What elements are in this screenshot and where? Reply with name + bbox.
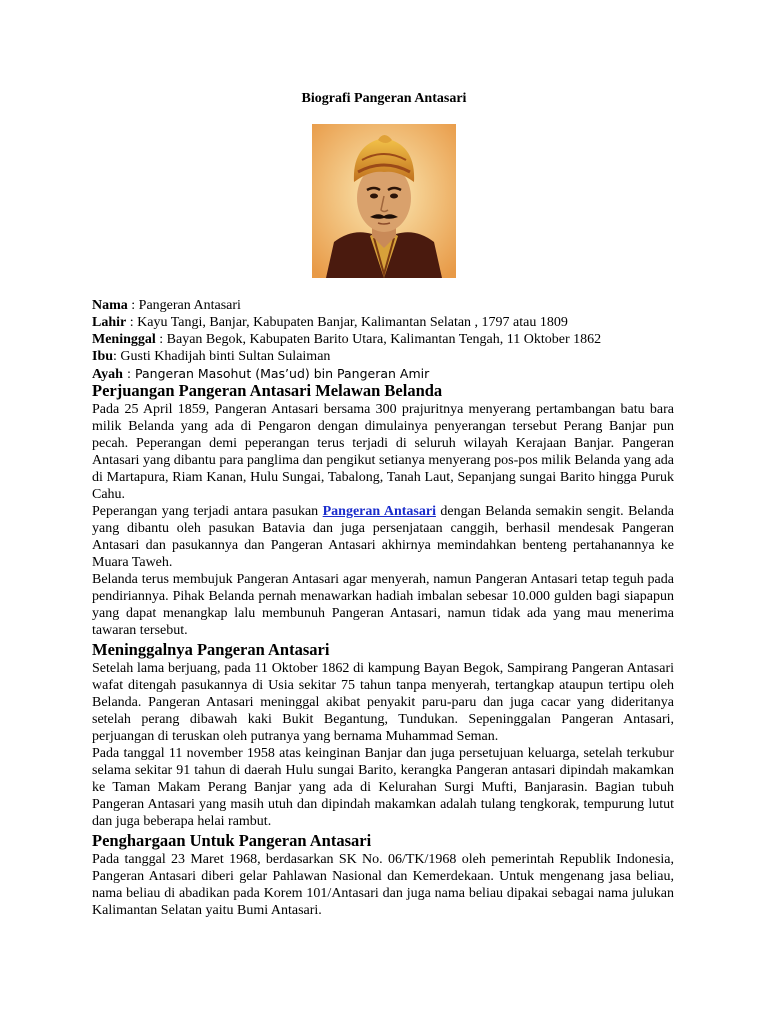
paragraph: Setelah lama berjuang, pada 11 Oktober 1862 di kampung Bayan Begok, Sampirang Pangeran Antasari wafat ditengah pasukannya di Usia sekitar 75 tahun tanpa menyerah, tertangkap ataupun tertipu oleh Belanda. Pangeran Antasari meninggal akibat penyakit paru-paru dan juga cacar yang dideritanya setelah perang dibawah kaki Bukit Begantung, Tundukan. Sepeninggalan Pangeran Antasari, perjuangan di teruskan oleh putranya yang bernama Muhammad Seman. — [92, 661, 674, 744]
document-title: Biografi Pangeran Antasari — [301, 91, 467, 106]
nama-label: Nama — [92, 298, 128, 313]
biodata-lahir — [92, 314, 677, 331]
ayah-label: Ayah — [92, 367, 123, 382]
section-heading-perjuangan: Perjuangan Pangeran Antasari Melawan Belanda — [92, 381, 443, 400]
meninggal-label: Meninggal — [92, 332, 156, 347]
paragraph: Pada tanggal 11 november 1958 atas keinginan Banjar dan juga persetujuan keluarga, setelah terkubur selama sekitar 91 tahun di daerah Hulu sungai Barito, kerangka Pangeran antasari dipindah makamkan ke Taman Makam Perang Banjar yang ada di Kelurahan Surgi Mufti, Banjarasin. Bagian tubuh Pangeran Antasari yang masih utuh dan dipindah makamkan adalah tulang tengkorak, tempurung lutut dan juga beberapa helai rambut. — [92, 746, 674, 829]
meninggal-value: : Bayan Begok, Kabupaten Barito Utara, Kalimantan Tengah, 11 Oktober 1862 — [155, 332, 602, 347]
article-content — [92, 380, 674, 919]
ayah-value: : Pangeran Masohut (Mas’ud) bin Pangeran Amir — [122, 366, 430, 381]
paragraph-text: dengan Belanda semakin sengit. Belanda yang dibantu oleh pasukan Batavia dan juga persenjataan canggih, berhasil mendesak Pangeran Antasari dan pasukannya dan Pangeran Antasari akhirnya memindahkan benteng pertahanannya ke Muara Taweh. — [92, 504, 674, 570]
lahir-value: : Kayu Tangi, Banjar, Kabupaten Banjar, Kalimantan Selatan , 1797 atau 1809 — [126, 315, 568, 330]
section-heading-penghargaan: Penghargaan Untuk Pangeran Antasari — [92, 831, 372, 850]
section-heading-meninggal: Meninggalnya Pangeran Antasari — [92, 640, 330, 659]
lahir-label: Lahir — [92, 315, 127, 330]
ibu-label: Ibu — [92, 349, 114, 364]
biodata-block — [92, 297, 677, 383]
biodata-meninggal — [92, 331, 677, 348]
biodata-nama — [92, 297, 677, 314]
paragraph-text: Peperangan yang terjadi antara pasukan — [92, 504, 323, 519]
paragraph: Pada 25 April 1859, Pangeran Antasari bersama 300 prajuritnya menyerang pertambangan batu bara milik Belanda yang ada di Pengaron dengan dimulainya penyerangan tersebut Perang Banjar pun pecah. Peperangan demi peperangan terus terjadi di seluruh wilayah Kerajaan Banjar. Pangeran Antasari yang dibantu para panglima dan pengikut setianya menyerang pos-pos milik Belanda yang ada di Martapura, Riam Kanan, Hulu Sungai, Tabalong, Tanah Laut, Sepanjang sungai Barito hingga Puruk Cahu. — [92, 402, 674, 502]
ibu-value: : Gusti Khadijah binti Sultan Sulaiman — [113, 349, 331, 364]
pangeran-antasari-link[interactable]: Pangeran Antasari — [322, 504, 436, 519]
nama-value: : Pangeran Antasari — [127, 298, 241, 313]
paragraph: Pada tanggal 23 Maret 1968, berdasarkan SK No. 06/TK/1968 oleh pemerintah Republik Indonesia, Pangeran Antasari diberi gelar Pahlawan Nasional dan Kemerdekaan. Untuk mengenang jasa beliau, nama beliau di abadikan pada Korem 101/Antasari dan juga nama beliau dipakai sebagai nama julukan Kalimantan Selatan yaitu Bumi Antasari. — [92, 852, 674, 918]
portrait-image — [312, 124, 456, 278]
biodata-ibu — [92, 348, 677, 365]
paragraph-with-link — [92, 503, 674, 571]
paragraph: Belanda terus membujuk Pangeran Antasari agar menyerah, namun Pangeran Antasari tetap teguh pada pendiriannya. Pihak Belanda pernah menawarkan hadiah imbalan sebesar 10.000 gulden bagi siapapun yang dapat menangkap lalu membunuh Pangeran Antasari, namun tidak ada yang mau menerima tawaran tersebut. — [92, 572, 674, 638]
